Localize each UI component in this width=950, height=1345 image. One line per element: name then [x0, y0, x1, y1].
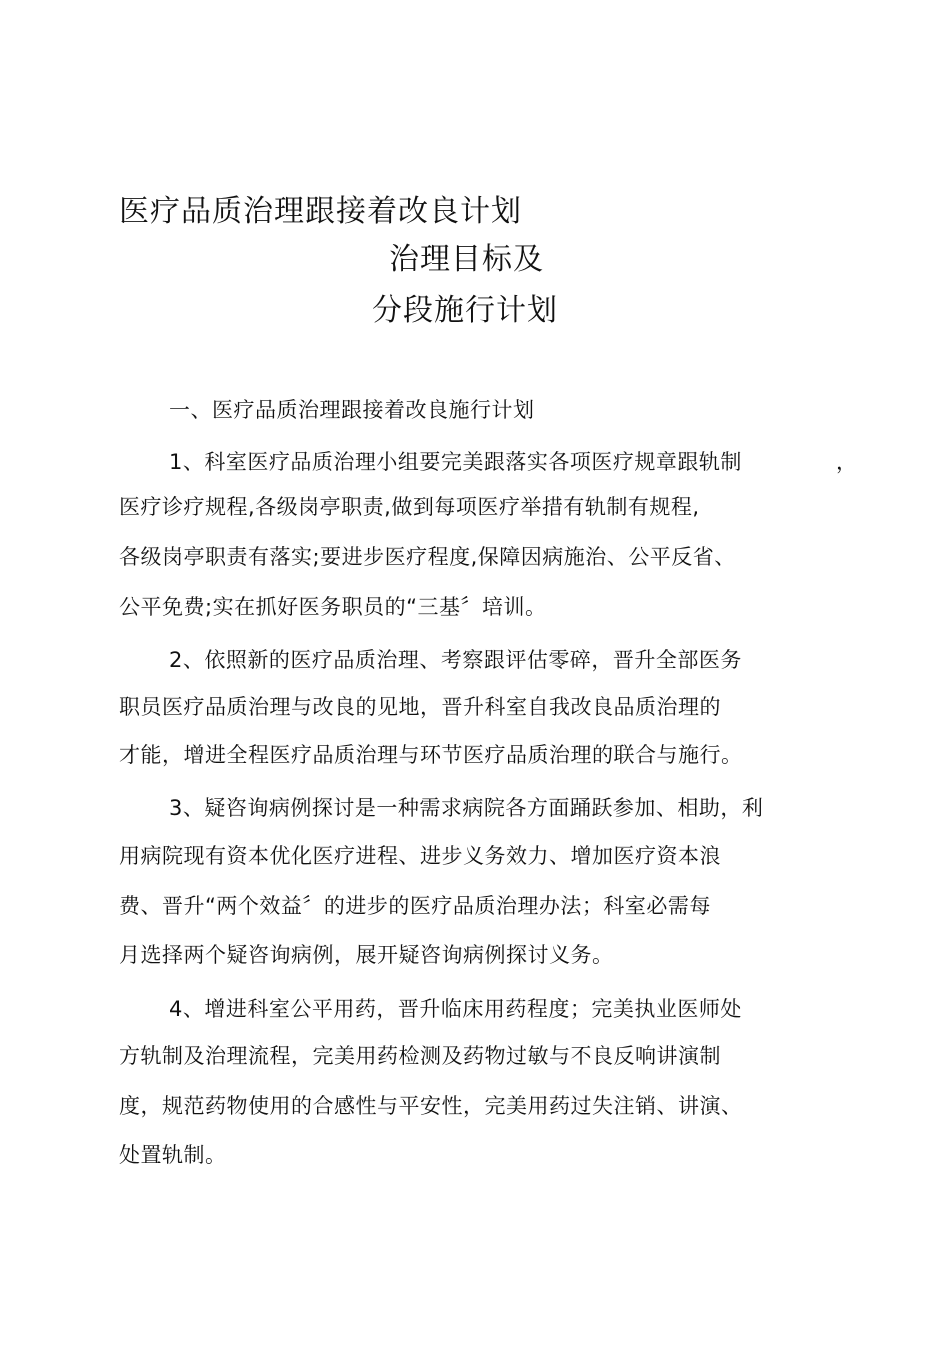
title-line-1: 医疗品质治理跟接着改良计划	[119, 194, 522, 229]
para3-line1: 3、疑咨询病例探讨是一种需求病院各方面踊跃参加、相助，利	[169, 796, 764, 820]
para2-line2: 职员医疗品质治理与改良的见地，晋升科室自我改良品质治理的	[119, 695, 721, 719]
para3-line3: 费、晋升“两个效益〞的进步的医疗品质治理办法；科室必需每	[119, 894, 711, 918]
title-line-3: 分段施行计划	[372, 293, 558, 328]
para2-line1: 2、依照新的医疗品质治理、考察跟评估零碎，晋升全部医务	[169, 648, 742, 672]
para1-line3: 各级岗亭职责有落实;要进步医疗程度,保障因病施治、公平反省、	[119, 545, 736, 569]
section-heading: 一、医疗品质治理跟接着改良施行计划	[169, 398, 535, 422]
para3-line4: 月选择两个疑咨询病例，展开疑咨询病例探讨义务。	[119, 943, 614, 967]
title-line-2: 治理目标及	[389, 242, 544, 277]
para4-line2: 方轨制及治理流程，完美用药检测及药物过敏与不良反响讲演制	[119, 1044, 721, 1068]
para3-line2: 用病院现有资本优化医疗进程、进步义务效力、增加医疗资本浪	[119, 844, 721, 868]
para1-line1-tail: ，	[836, 450, 858, 474]
para1-line4: 公平免费;实在抓好医务职员的“三基〞培训。	[119, 595, 547, 619]
para1-line1: 1、科室医疗品质治理小组要完美跟落实各项医疗规章跟轨制	[169, 450, 742, 474]
para4-line3: 度，规范药物使用的合感性与平安性，完美用药过失注销、讲演、	[119, 1094, 743, 1118]
para4-line4: 处置轨制。	[119, 1143, 227, 1167]
para4-line1: 4、增进科室公平用药，晋升临床用药程度；完美执业医师处	[169, 997, 742, 1021]
para2-line3: 才能，增进全程医疗品质治理与环节医疗品质治理的联合与施行。	[119, 743, 743, 767]
para1-line2: 医疗诊疗规程,各级岗亭职责,做到每项医疗举措有轨制有规程,	[119, 495, 700, 519]
